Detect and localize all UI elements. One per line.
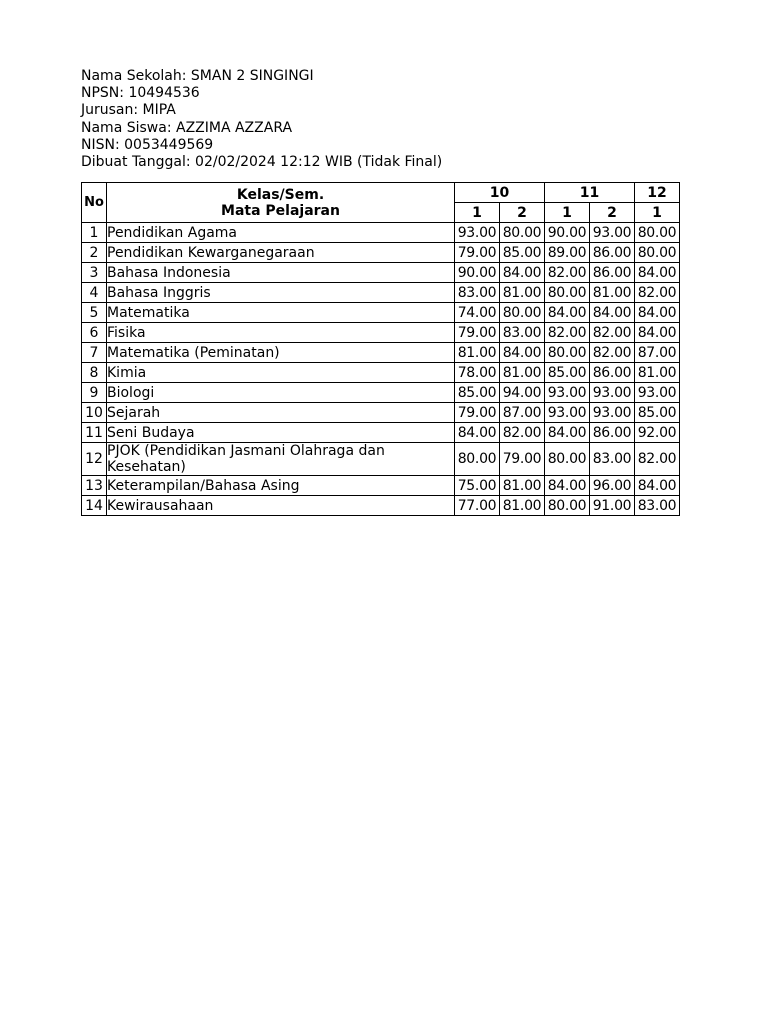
score-cell: 81.00 — [590, 283, 635, 303]
table-row — [82, 303, 680, 323]
major: Jurusan: MIPA — [81, 102, 176, 119]
row-number: 1 — [82, 223, 107, 243]
score-cell: 93.00 — [455, 223, 500, 243]
no-header: No — [82, 183, 107, 223]
score-cell: 92.00 — [635, 423, 680, 443]
table-row — [82, 243, 680, 263]
score-cell: 79.00 — [455, 403, 500, 423]
semester-header: 1 — [455, 203, 500, 223]
subject-name: Bahasa Indonesia — [107, 263, 455, 283]
score-cell: 84.00 — [635, 263, 680, 283]
score-cell: 75.00 — [455, 476, 500, 496]
subject-name: Keterampilan/Bahasa Asing — [107, 476, 455, 496]
score-cell: 93.00 — [590, 223, 635, 243]
score-cell: 83.00 — [635, 496, 680, 516]
subject-label: Mata Pelajaran — [221, 202, 340, 219]
semester-header: 1 — [545, 203, 590, 223]
subject-name: Kimia — [107, 363, 455, 383]
score-cell: 82.00 — [545, 323, 590, 343]
table-row — [82, 443, 680, 476]
score-cell: 80.00 — [545, 496, 590, 516]
table-row — [82, 496, 680, 516]
score-cell: 89.00 — [545, 243, 590, 263]
score-cell: 85.00 — [455, 383, 500, 403]
score-cell: 94.00 — [500, 383, 545, 403]
semester-header: 1 — [635, 203, 680, 223]
semester-header: 2 — [590, 203, 635, 223]
subject-name: Sejarah — [107, 403, 455, 423]
subject-name: Matematika (Peminatan) — [107, 343, 455, 363]
subject-name: Matematika — [107, 303, 455, 323]
row-number: 11 — [82, 423, 107, 443]
score-cell: 84.00 — [545, 423, 590, 443]
row-number: 7 — [82, 343, 107, 363]
score-cell: 82.00 — [590, 323, 635, 343]
score-cell: 79.00 — [455, 243, 500, 263]
subject-name: Fisika — [107, 323, 455, 343]
score-cell: 81.00 — [500, 496, 545, 516]
score-cell: 84.00 — [545, 476, 590, 496]
score-cell: 93.00 — [590, 403, 635, 423]
score-cell: 84.00 — [545, 303, 590, 323]
score-cell: 86.00 — [590, 243, 635, 263]
score-cell: 81.00 — [455, 343, 500, 363]
nisn: NISN: 0053449569 — [81, 136, 214, 153]
grade-header-10: 10 — [455, 183, 545, 203]
score-cell: 93.00 — [635, 383, 680, 403]
subject-name: Pendidikan Agama — [107, 223, 455, 243]
table-row — [82, 343, 680, 363]
score-cell: 82.00 — [500, 423, 545, 443]
score-cell: 81.00 — [500, 283, 545, 303]
score-cell: 86.00 — [590, 423, 635, 443]
score-cell: 80.00 — [635, 223, 680, 243]
score-cell: 84.00 — [500, 263, 545, 283]
table-row — [82, 223, 680, 243]
table-body — [82, 223, 680, 516]
score-cell: 83.00 — [455, 283, 500, 303]
row-number: 9 — [82, 383, 107, 403]
score-cell: 84.00 — [455, 423, 500, 443]
score-cell: 85.00 — [635, 403, 680, 423]
score-cell: 86.00 — [590, 263, 635, 283]
score-cell: 74.00 — [455, 303, 500, 323]
score-cell: 82.00 — [545, 263, 590, 283]
score-cell: 87.00 — [635, 343, 680, 363]
student-info — [81, 68, 442, 171]
table-row — [82, 283, 680, 303]
score-cell: 84.00 — [635, 303, 680, 323]
score-cell: 84.00 — [635, 476, 680, 496]
semester-header: 2 — [500, 203, 545, 223]
row-number: 2 — [82, 243, 107, 263]
score-cell: 80.00 — [545, 443, 590, 476]
score-cell: 82.00 — [635, 443, 680, 476]
row-number: 8 — [82, 363, 107, 383]
grade-header-12: 12 — [635, 183, 680, 203]
score-cell: 80.00 — [455, 443, 500, 476]
score-cell: 83.00 — [500, 323, 545, 343]
row-number: 13 — [82, 476, 107, 496]
table-row — [82, 423, 680, 443]
score-cell: 96.00 — [590, 476, 635, 496]
score-cell: 80.00 — [500, 303, 545, 323]
row-number: 3 — [82, 263, 107, 283]
class-sem-label: Kelas/Sem. — [236, 186, 325, 203]
score-cell: 84.00 — [590, 303, 635, 323]
school-name: Nama Sekolah: SMAN 2 SINGINGI — [81, 68, 314, 84]
score-cell: 81.00 — [635, 363, 680, 383]
created-date: Dibuat Tanggal: 02/02/2024 12:12 WIB (Tidak Final) — [81, 154, 443, 171]
row-number: 14 — [82, 496, 107, 516]
subject-name: Kewirausahaan — [107, 496, 455, 516]
row-number: 12 — [82, 443, 107, 476]
score-cell: 84.00 — [500, 343, 545, 363]
score-cell: 81.00 — [500, 363, 545, 383]
table-row — [82, 263, 680, 283]
score-cell: 82.00 — [635, 283, 680, 303]
score-cell: 90.00 — [545, 223, 590, 243]
score-cell: 80.00 — [545, 283, 590, 303]
table-row — [82, 323, 680, 343]
subject-header — [107, 183, 455, 223]
grades-table — [81, 182, 680, 516]
subject-name: Seni Budaya — [107, 423, 455, 443]
npsn: NPSN: 10494536 — [81, 85, 200, 102]
row-number: 10 — [82, 403, 107, 423]
row-number: 4 — [82, 283, 107, 303]
score-cell: 93.00 — [545, 403, 590, 423]
table-header-row — [82, 183, 680, 203]
score-cell: 78.00 — [455, 363, 500, 383]
score-cell: 93.00 — [545, 383, 590, 403]
subject-name: Bahasa Inggris — [107, 283, 455, 303]
row-number: 6 — [82, 323, 107, 343]
subject-name: Biologi — [107, 383, 455, 403]
score-cell: 87.00 — [500, 403, 545, 423]
score-cell: 80.00 — [500, 223, 545, 243]
table-row — [82, 476, 680, 496]
score-cell: 91.00 — [590, 496, 635, 516]
score-cell: 79.00 — [500, 443, 545, 476]
score-cell: 81.00 — [500, 476, 545, 496]
score-cell: 79.00 — [455, 323, 500, 343]
table-row — [82, 363, 680, 383]
subject-name: PJOK (Pendidikan Jasmani Olahraga dan Kesehatan) — [107, 443, 455, 476]
score-cell: 77.00 — [455, 496, 500, 516]
table-row — [82, 403, 680, 423]
score-cell: 80.00 — [545, 343, 590, 363]
student-name: Nama Siswa: AZZIMA AZZARA — [81, 119, 293, 136]
score-cell: 84.00 — [635, 323, 680, 343]
grade-header-11: 11 — [545, 183, 635, 203]
row-number: 5 — [82, 303, 107, 323]
score-cell: 80.00 — [635, 243, 680, 263]
score-cell: 85.00 — [545, 363, 590, 383]
score-cell: 90.00 — [455, 263, 500, 283]
table-row — [82, 383, 680, 403]
score-cell: 86.00 — [590, 363, 635, 383]
score-cell: 93.00 — [590, 383, 635, 403]
subject-name: Pendidikan Kewarganegaraan — [107, 243, 455, 263]
score-cell: 85.00 — [500, 243, 545, 263]
score-cell: 83.00 — [590, 443, 635, 476]
score-cell: 82.00 — [590, 343, 635, 363]
